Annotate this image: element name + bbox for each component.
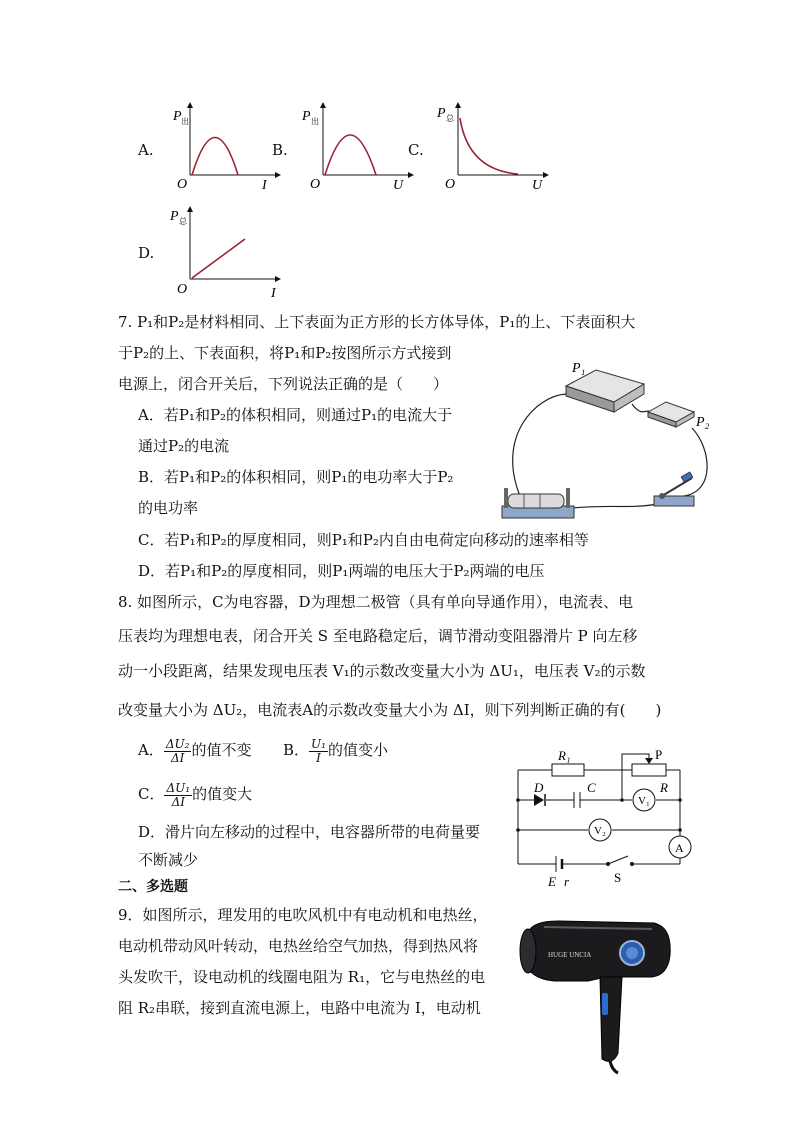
q9-line-3: 头发吹干，设电动机的线圈电阻为 R₁，它与电热丝的电 (118, 968, 486, 986)
label-s: S (614, 870, 622, 885)
q8-line-4: 改变量大小为 ΔU₂，电流表A的示数改变量大小为 ΔI，则下列判断正确的有( ) (118, 701, 662, 719)
q8-option-b-den: I (316, 750, 321, 765)
graph-a-ylabel: P (173, 109, 182, 124)
label-r1: R₁ (558, 748, 571, 763)
label-v2: V₂ (594, 825, 606, 837)
q8-option-c-den: ΔI (171, 794, 185, 809)
q7-option-b-1: B．若P₁和P₂的体积相同，则P₁的电功率大于P₂ (138, 468, 454, 486)
option-b-label: B. (272, 141, 288, 159)
q8-line-3: 动一小段距离，结果发现电压表 V₁的示数改变量大小为 ΔU₁，电压表 V₂的示数 (118, 662, 646, 680)
q7-line-1: 7. P₁和P₂是材料相同、上下表面为正方形的长方体导体，P₁的上、下表面积大 (118, 313, 636, 331)
graph-b-ylabel: P (302, 109, 311, 124)
q8-option-a-suffix: 的值不变 (191, 741, 252, 759)
label-e: E (548, 874, 556, 888)
q7-line-3: 电源上，闭合开关后，下列说法正确的是（ ） (118, 375, 449, 393)
q8-option-a-den: ΔI (170, 750, 185, 765)
option-d-label: D. (138, 244, 155, 262)
graph-a-origin: O (177, 177, 188, 192)
q8-option-a-prefix: A． (138, 741, 164, 759)
label-r-internal: r (564, 874, 570, 888)
graph-c-ysub: 总 (446, 114, 454, 123)
q8-option-d-2: 不断减少 (138, 851, 199, 869)
q8-option-b-prefix: B． (283, 741, 310, 759)
q7-line-2: 于P₂的上、下表面积，将P₁和P₂按图所示方式接到 (118, 344, 452, 362)
q8-option-c-prefix: C． (138, 785, 165, 803)
graph-a-xlabel: I (262, 178, 267, 193)
q9-line-2: 电动机带动风叶转动，电热丝给空气加热，得到热风将 (118, 937, 479, 955)
graph-d (165, 202, 285, 300)
graph-c-ylabel: P (437, 106, 446, 121)
q8-circuit-diagram (508, 748, 698, 888)
dryer-brand: HUGE UNCIA (548, 951, 592, 959)
q8-option-c-num: ΔU₁ (166, 780, 191, 795)
q8-option-a-fraction (164, 738, 192, 765)
q7-conductor-figure (496, 356, 722, 524)
graph-d-xlabel: I (271, 286, 276, 300)
q8-line-2: 压表均为理想电表，闭合开关 S 至电路稳定后，调节滑动变阻器滑片 P 向左移 (118, 627, 638, 645)
graph-a-ysub: 出 (181, 117, 189, 126)
label-p: P (655, 748, 663, 762)
q8-option-d-1: D．滑片向左移动的过程中，电容器所带的电荷量要 (138, 823, 481, 841)
q7-option-c: C．若P₁和P₂的厚度相同，则P₁和P₂内自由电荷定向移动的速率相等 (138, 531, 589, 549)
graph-c (433, 100, 553, 195)
fig-label-p2: P₂ (696, 415, 710, 430)
q7-option-a-1: A．若P₁和P₂的体积相同，则通过P₁的电流大于 (138, 406, 453, 424)
q8-option-a-num: ΔU₂ (165, 736, 190, 751)
graph-d-ylabel: P (170, 209, 179, 224)
option-c-label: C. (408, 141, 424, 159)
graph-b-origin: O (310, 177, 321, 192)
graph-b-ysub: 出 (311, 117, 319, 126)
q9-line-1: 9．如图所示，理发用的电吹风机中有电动机和电热丝， (118, 906, 488, 924)
q7-option-a-2: 通过P₂的电流 (138, 437, 230, 455)
graph-b (298, 100, 418, 195)
hair-dryer-image (514, 915, 674, 1077)
line-d (192, 239, 245, 278)
q8-option-c-fraction (164, 782, 192, 809)
label-a: A (675, 841, 684, 855)
graph-c-origin: O (445, 177, 456, 192)
q8-option-b-suffix: 的值变小 (327, 741, 388, 759)
q8-option-c-suffix: 的值变大 (192, 785, 253, 803)
q8-option-a-b (138, 734, 388, 766)
graph-a (165, 100, 285, 195)
q7-option-d: D．若P₁和P₂的厚度相同，则P₁两端的电压大于P₂两端的电压 (138, 562, 545, 580)
q7-option-b-2: 的电功率 (138, 499, 199, 517)
q8-option-b-fraction (309, 738, 328, 765)
label-r: R (660, 780, 668, 795)
curve-b (325, 135, 376, 175)
curve-c (460, 118, 518, 174)
fig-label-p1: P₁ (572, 361, 586, 376)
option-a-label: A. (138, 141, 154, 159)
label-c: C (587, 780, 596, 795)
q8-option-b-num: U₁ (311, 736, 326, 751)
section-heading-multi-choice: 二、多选题 (118, 879, 188, 895)
q9-line-4: 阻 R₂串联，接到直流电源上，电路中电流为 I，电动机 (118, 999, 481, 1017)
curve-a (192, 138, 238, 176)
q8-option-c (138, 778, 252, 810)
graph-b-xlabel: U (393, 178, 404, 193)
graph-c-xlabel: U (532, 178, 543, 193)
label-d: D (534, 780, 544, 795)
graph-d-ysub: 总 (179, 217, 187, 226)
q8-line-1: 8. 如图所示，C为电容器，D为理想二极管（具有单向导通作用），电流表、电 (118, 593, 634, 611)
label-v1: V₁ (638, 795, 650, 807)
graph-d-origin: O (177, 282, 188, 297)
